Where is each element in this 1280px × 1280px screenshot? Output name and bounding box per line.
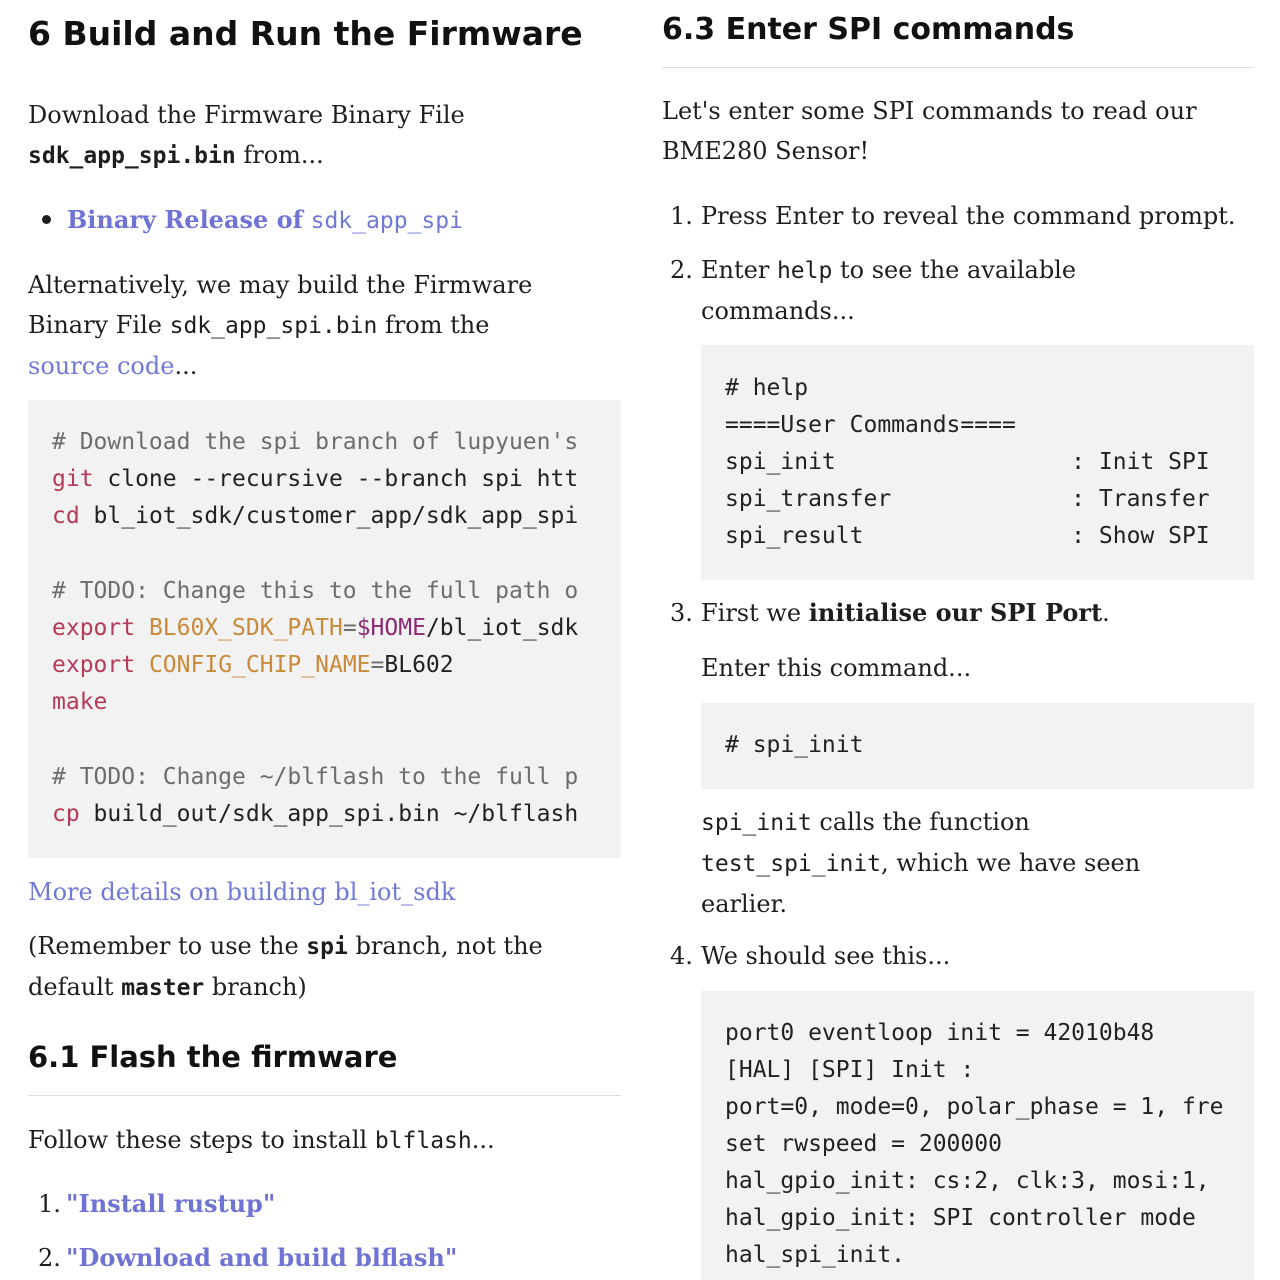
more-details-paragraph (28, 872, 455, 912)
follow-paragraph (28, 1120, 495, 1161)
code-cd-args: bl_iot_sdk/customer_app/sdk_app_spi (79, 503, 579, 529)
build-code-block (28, 400, 621, 858)
download-paragraph (28, 95, 465, 176)
code-sdk-path-value: /bl_iot_sdk (425, 615, 579, 641)
alt-binary-file-code: sdk_app_spi.bin (169, 313, 378, 339)
step-enter-help (701, 250, 1076, 331)
code-chip-name-value: BL602 (384, 652, 454, 678)
code-comment-todo-blflash: # TODO: Change ~/blflash to the full p (52, 764, 579, 790)
section-heading-flash: 6.1 Flash the firmware (28, 1040, 398, 1074)
step2-text-b: to see the available (839, 256, 1077, 284)
more-details-link[interactable]: More details on building bl_iot_sdk (28, 878, 456, 906)
code-line: spi_result : Show SPI (725, 523, 1210, 549)
remember-text-a: (Remember to use the (28, 932, 299, 960)
remember-master-code: master (121, 975, 205, 1001)
code-comment-todo-path: # TODO: Change this to the full path o (52, 578, 579, 604)
code-chip-name-var: CONFIG_CHIP_NAME (148, 652, 371, 678)
step-number: 1. (670, 202, 693, 230)
step3-text-a: First we (701, 599, 802, 627)
spi-intro-paragraph (662, 91, 1197, 171)
alternative-paragraph (28, 265, 532, 386)
code-equals: = (370, 652, 385, 678)
alt-line-2b: from the (384, 311, 490, 339)
code-line-git (52, 461, 578, 498)
step-should-see: We should see this... (701, 942, 951, 970)
install-rustup-link[interactable] (66, 1184, 275, 1224)
code-line-export-chip (52, 647, 454, 684)
install-rustup-link-text[interactable]: "Install rustup" (66, 1189, 276, 1218)
binary-release-link-text[interactable]: Binary Release of (67, 205, 303, 234)
code-line: hal_gpio_init: cs:2, clk:3, mosi:1, (725, 1168, 1210, 1194)
heading-divider (662, 67, 1254, 68)
step2-text-c: commands... (701, 297, 855, 325)
heading-divider (28, 1095, 621, 1096)
calls-text-2: , which we have seen (881, 849, 1141, 877)
download-build-blflash-link-text[interactable]: "Download and build blflash" (66, 1243, 458, 1272)
help-command-code: help (776, 258, 833, 284)
code-sdk-path-var: BL60X_SDK_PATH (148, 615, 343, 641)
section-heading-spi-commands: 6.3 Enter SPI commands (662, 12, 1075, 47)
step2-text-a: Enter (701, 256, 770, 284)
code-line: hal_spi_init. (725, 1242, 906, 1268)
binary-release-link[interactable] (67, 200, 463, 241)
remember-text-d: branch) (211, 973, 307, 1001)
alt-line-2a: Binary File (28, 311, 162, 339)
code-line: # help (725, 375, 809, 401)
binary-file-name: sdk_app_spi.bin (28, 143, 236, 169)
code-line-cp (52, 796, 578, 833)
code-export-kw: export (52, 652, 136, 678)
step-press-enter: Press Enter to reveal the command prompt. (701, 202, 1236, 230)
step3-text-b: . (1102, 599, 1110, 627)
code-line: port0 eventloop init = 42010b48 (725, 1020, 1155, 1046)
code-export-kw: export (52, 615, 136, 641)
section-heading-build-run: 6 Build and Run the Firmware (28, 14, 583, 53)
binary-release-link-code[interactable]: sdk_app_spi (310, 208, 463, 234)
follow-suffix: ... (471, 1126, 495, 1154)
code-make: make (52, 689, 108, 715)
code-line: port=0, mode=0, polar_phase = 1, fre (725, 1094, 1224, 1120)
enter-command-text: Enter this command... (701, 654, 972, 682)
source-code-link[interactable]: source code (28, 352, 175, 380)
remember-paragraph (28, 926, 543, 1008)
code-line: spi_init : Init SPI (725, 449, 1210, 475)
step3-bold-text: initialise our SPI Port (808, 598, 1103, 627)
step-number: 2. (38, 1244, 61, 1272)
code-line: hal_gpio_init: SPI controller mode (725, 1205, 1196, 1231)
remember-text-b: branch, not the (355, 932, 543, 960)
download-intro-text: Download the Firmware Binary File (28, 101, 465, 129)
spi-intro-line-1: Let's enter some SPI commands to read our (662, 97, 1197, 125)
step-initialise-spi (701, 593, 1110, 633)
code-cp-args: build_out/sdk_app_spi.bin ~/blflash (79, 801, 579, 827)
code-equals: = (342, 615, 357, 641)
follow-blflash-code: blflash (374, 1128, 472, 1154)
code-line: spi_transfer : Transfer (725, 486, 1210, 512)
output-code-block (701, 991, 1254, 1280)
remember-text-c: default (28, 973, 114, 1001)
calls-text-1: calls the function (819, 808, 1030, 836)
spi-init-code: spi_init (701, 810, 812, 836)
code-git-cmd: git (52, 466, 94, 492)
test-spi-init-code: test_spi_init (701, 851, 882, 877)
download-build-blflash-link[interactable] (66, 1238, 457, 1278)
help-code-block (701, 345, 1254, 580)
code-cp-cmd: cp (52, 801, 80, 827)
source-suffix: ... (174, 352, 198, 380)
code-cd-cmd: cd (52, 503, 80, 529)
from-text: from... (243, 141, 324, 169)
code-comment-download: # Download the spi branch of lupyuen's (52, 429, 579, 455)
code-line: set rwspeed = 200000 (725, 1131, 1002, 1157)
calls-text-3: earlier. (701, 890, 788, 918)
step-number: 1. (38, 1190, 61, 1218)
step-number: 2. (670, 256, 693, 284)
code-line: ====User Commands==== (725, 412, 1016, 438)
spi-init-code-block (701, 703, 1254, 789)
code-home-var: $HOME (356, 615, 426, 641)
spi-intro-line-2: BME280 Sensor! (662, 137, 870, 165)
calls-function-paragraph (701, 802, 1140, 924)
code-git-args: clone --recursive --branch spi htt (93, 466, 579, 492)
code-line-cd (52, 498, 578, 535)
code-line-export-sdk (52, 610, 578, 647)
bullet-dot (42, 215, 51, 224)
step-number: 4. (670, 942, 693, 970)
code-line: # spi_init (725, 732, 864, 758)
step-number: 3. (670, 599, 693, 627)
alt-line-1: Alternatively, we may build the Firmware (28, 271, 533, 299)
follow-text: Follow these steps to install (28, 1126, 368, 1154)
code-line: [HAL] [SPI] Init : (725, 1057, 975, 1083)
remember-spi-code: spi (306, 934, 348, 960)
